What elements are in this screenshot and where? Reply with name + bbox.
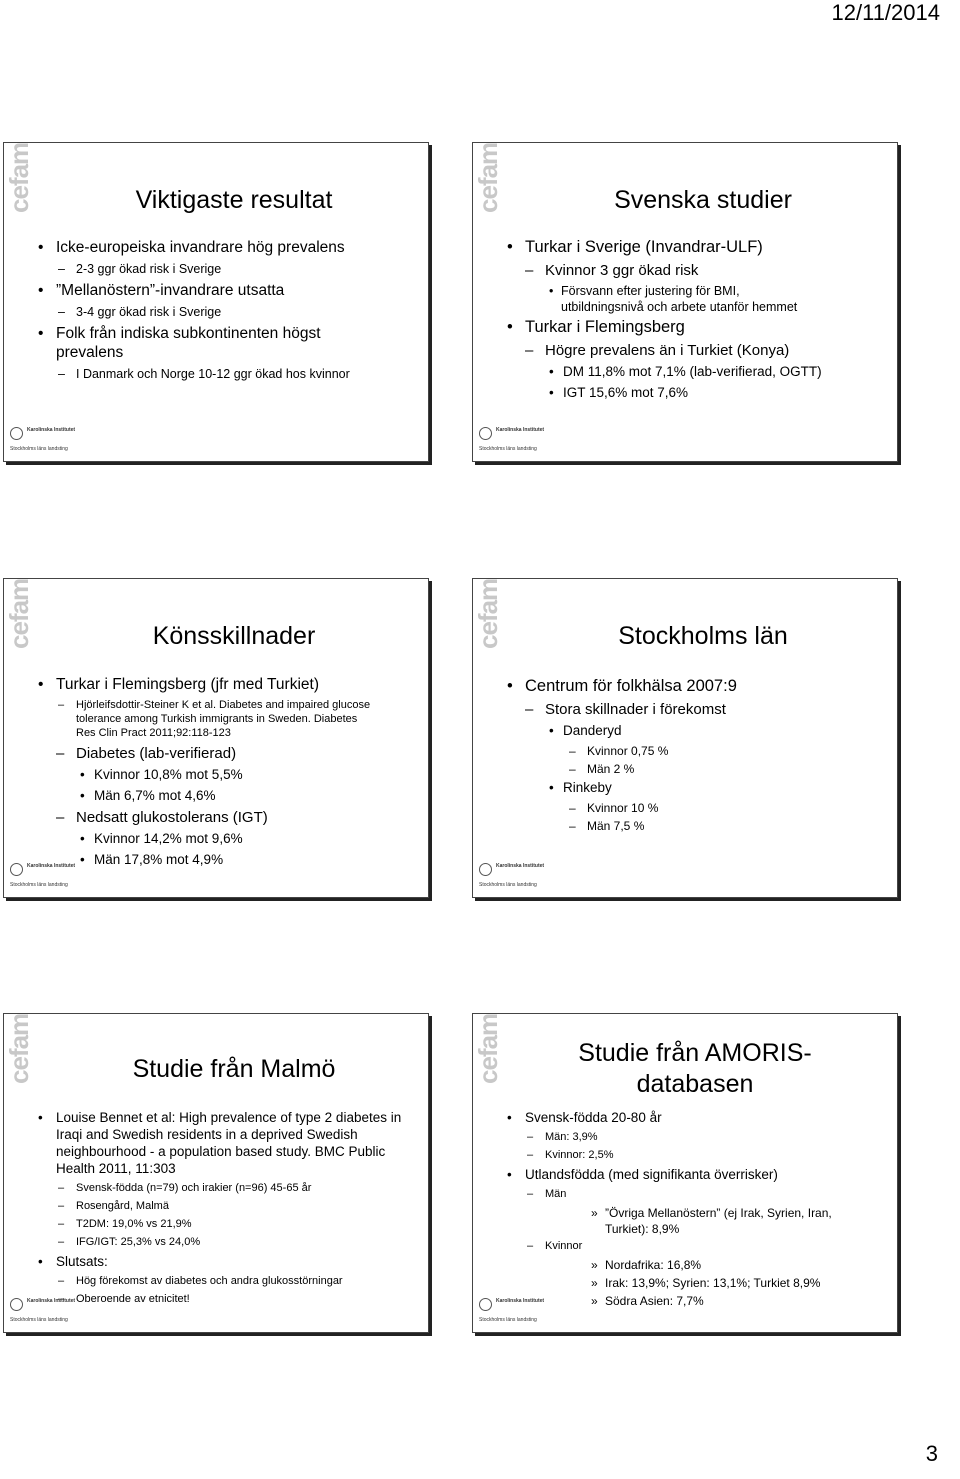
institution-logos — [10, 863, 80, 891]
level4-item: – Män 7,5 % — [493, 818, 889, 834]
slide-title: Viktigaste resultat — [135, 186, 333, 214]
sub-bullet: – T2DM: 19,0% vs 21,9% — [24, 1217, 420, 1231]
bullet: • Turkar i Sverige (Invandrar-ULF) — [493, 238, 889, 257]
slide-body — [24, 1109, 420, 1310]
sub-bullet: – Hög förekomst av diabetes och andra glukosstörningar — [24, 1274, 420, 1288]
bullet: • ”Mellanöstern”-invandrare utsatta — [24, 281, 420, 300]
sub-bullet: – Män — [493, 1187, 889, 1201]
cefam-logo: cefam — [473, 142, 503, 213]
slide-stockholms-lan — [472, 578, 898, 898]
sub-sub-bullet: • IGT 15,6% mot 7,6% — [493, 384, 889, 402]
ki-logo-text: Karolinska Institutet — [27, 427, 76, 433]
bullet: • Folk från indiska subkontinenten högst prevalens — [24, 324, 356, 362]
institution-logos — [10, 1298, 80, 1326]
sub-sub-bullet: • Män 17,8% mot 4,9% — [24, 851, 420, 869]
ki-seal-icon — [10, 427, 23, 440]
sub-bullet: – Nedsatt glukostolerans (IGT) — [24, 808, 420, 827]
slide-body — [493, 238, 889, 405]
sll-logo-text: Stockholms läns landsting — [10, 882, 68, 888]
bullet: • Turkar i Flemingsberg (jfr med Turkiet) — [24, 675, 420, 694]
bullet: • Centrum för folkhälsa 2007:9 — [493, 677, 889, 696]
cefam-logo: cefam — [4, 142, 34, 213]
sll-logo-text: Stockholms läns landsting — [479, 882, 537, 888]
institution-logos — [479, 427, 549, 455]
ki-logo-text: Karolinska Institutet — [496, 863, 545, 869]
slide-body — [24, 675, 420, 872]
slide-body — [24, 238, 420, 386]
slide-body — [493, 1109, 889, 1311]
bullet: • Turkar i Flemingsberg — [493, 318, 889, 337]
slide-body — [493, 677, 889, 836]
ki-logo-text: Karolinska Institutet — [27, 1298, 76, 1304]
sub-bullet: – Kvinnor: 2,5% — [493, 1148, 889, 1162]
level4-item: – Kvinnor 10 % — [493, 800, 889, 816]
ki-seal-icon — [479, 863, 492, 876]
slide-konsskillnader — [3, 578, 429, 898]
citation: – Hjörleifsdottir-Steiner K et al. Diabetes and impaired glucose tolerance among Turkish immigrants in Sweden. Diabetes Res Clin Pract 2011;92:118-123 — [24, 698, 376, 740]
level4-item: – Kvinnor 0,75 % — [493, 743, 889, 759]
ki-seal-icon — [479, 1298, 492, 1311]
level4-item: – Män 2 % — [493, 761, 889, 777]
sub-bullet: – 3-4 ggr ökad risk i Sverige — [24, 304, 420, 320]
sub-sub-bullet: • Rinkeby — [493, 779, 889, 797]
sub-sub-bullet: • DM 11,8% mot 7,1% (lab-verifierad, OGTT) — [493, 363, 889, 381]
ki-seal-icon — [10, 863, 23, 876]
page-date: 12/11/2014 — [831, 0, 940, 25]
bullet: • Utlandsfödda (med signifikanta överrisker) — [493, 1166, 889, 1183]
slide-title: Stockholms län — [618, 622, 788, 650]
cefam-logo: cefam — [4, 1013, 34, 1084]
institution-logos — [479, 863, 549, 891]
sub-bullet: – Svensk-födda (n=79) och irakier (n=96) 45-65 år — [24, 1181, 420, 1195]
sll-logo-text: Stockholms läns landsting — [479, 1317, 537, 1323]
sub-sub-bullet: • Kvinnor 10,8% mot 5,5% — [24, 766, 420, 784]
page-number: 3 — [925, 1441, 938, 1466]
sub-bullet: – Högre prevalens än i Turkiet (Konya) — [493, 341, 889, 360]
ki-logo-text: Karolinska Institutet — [496, 1298, 545, 1304]
slide-title: Studie från Malmö — [132, 1055, 336, 1083]
institution-logos — [10, 427, 80, 455]
ki-logo-text: Karolinska Institutet — [27, 863, 76, 869]
level4-item: » ”Övriga Mellanöstern” (ej Irak, Syrien, Iran, Turkiet): 8,9% — [493, 1205, 840, 1237]
cefam-logo: cefam — [473, 578, 503, 649]
slide-svenska-studier — [472, 142, 898, 462]
sll-logo-text: Stockholms läns landsting — [10, 1317, 68, 1323]
sub-sub-bullet: • Danderyd — [493, 722, 889, 740]
sub-bullet: – Män: 3,9% — [493, 1130, 889, 1144]
sub-bullet: – Stora skillnader i förekomst — [493, 700, 889, 719]
level4-item: » Irak: 13,9%; Syrien: 13,1%; Turkiet 8,9% — [493, 1275, 889, 1291]
sub-sub-bullet: • Män 6,7% mot 4,6% — [24, 787, 420, 805]
sub-bullet: – Kvinnor 3 ggr ökad risk — [493, 261, 889, 280]
bullet: • Louise Bennet et al: High prevalence of type 2 diabetes in Iraqi and Swedish residents in a deprived Swedish neighbourhood - a population based study. BMC Public Health 2011, 11:303 — [24, 1109, 406, 1177]
sub-bullet: – Kvinnor — [493, 1239, 889, 1253]
cefam-logo: cefam — [4, 578, 34, 649]
slide-studie-malmo — [3, 1013, 429, 1333]
sub-sub-bullet: • Försvann efter justering för BMI, utbildningsnivå och arbete utanför hemmet — [493, 283, 821, 315]
bullet: • Slutsats: — [24, 1253, 420, 1270]
level4-item: » Södra Asien: 7,7% — [493, 1293, 889, 1309]
slide-viktigaste-resultat — [3, 142, 429, 462]
sub-bullet: – 2-3 ggr ökad risk i Sverige — [24, 261, 420, 277]
institution-logos — [479, 1298, 549, 1326]
slide-title: Svenska studier — [614, 186, 792, 214]
sub-sub-bullet: • Kvinnor 14,2% mot 9,6% — [24, 830, 420, 848]
bullet: • Svensk-födda 20-80 år — [493, 1109, 889, 1126]
sub-bullet: – IFG/IGT: 25,3% vs 24,0% — [24, 1235, 420, 1249]
slide-title: Studie från AMORIS-databasen — [578, 1039, 812, 1098]
ki-seal-icon — [10, 1298, 23, 1311]
level4-item: » Nordafrika: 16,8% — [493, 1257, 889, 1273]
ki-logo-text: Karolinska Institutet — [496, 427, 545, 433]
sub-bullet: – Oberoende av etnicitet! — [24, 1292, 420, 1306]
sub-bullet: – Rosengård, Malmä — [24, 1199, 420, 1213]
bullet: • Icke-europeiska invandrare hög prevalens — [24, 238, 420, 257]
sll-logo-text: Stockholms läns landsting — [10, 446, 68, 452]
slide-title: Könsskillnader — [152, 622, 316, 650]
ki-seal-icon — [479, 427, 492, 440]
sub-bullet: – I Danmark och Norge 10-12 ggr ökad hos kvinnor — [24, 366, 420, 382]
sll-logo-text: Stockholms läns landsting — [479, 446, 537, 452]
sub-bullet: – Diabetes (lab-verifierad) — [24, 744, 420, 763]
cefam-logo: cefam — [473, 1013, 503, 1084]
slide-studie-amoris — [472, 1013, 898, 1333]
